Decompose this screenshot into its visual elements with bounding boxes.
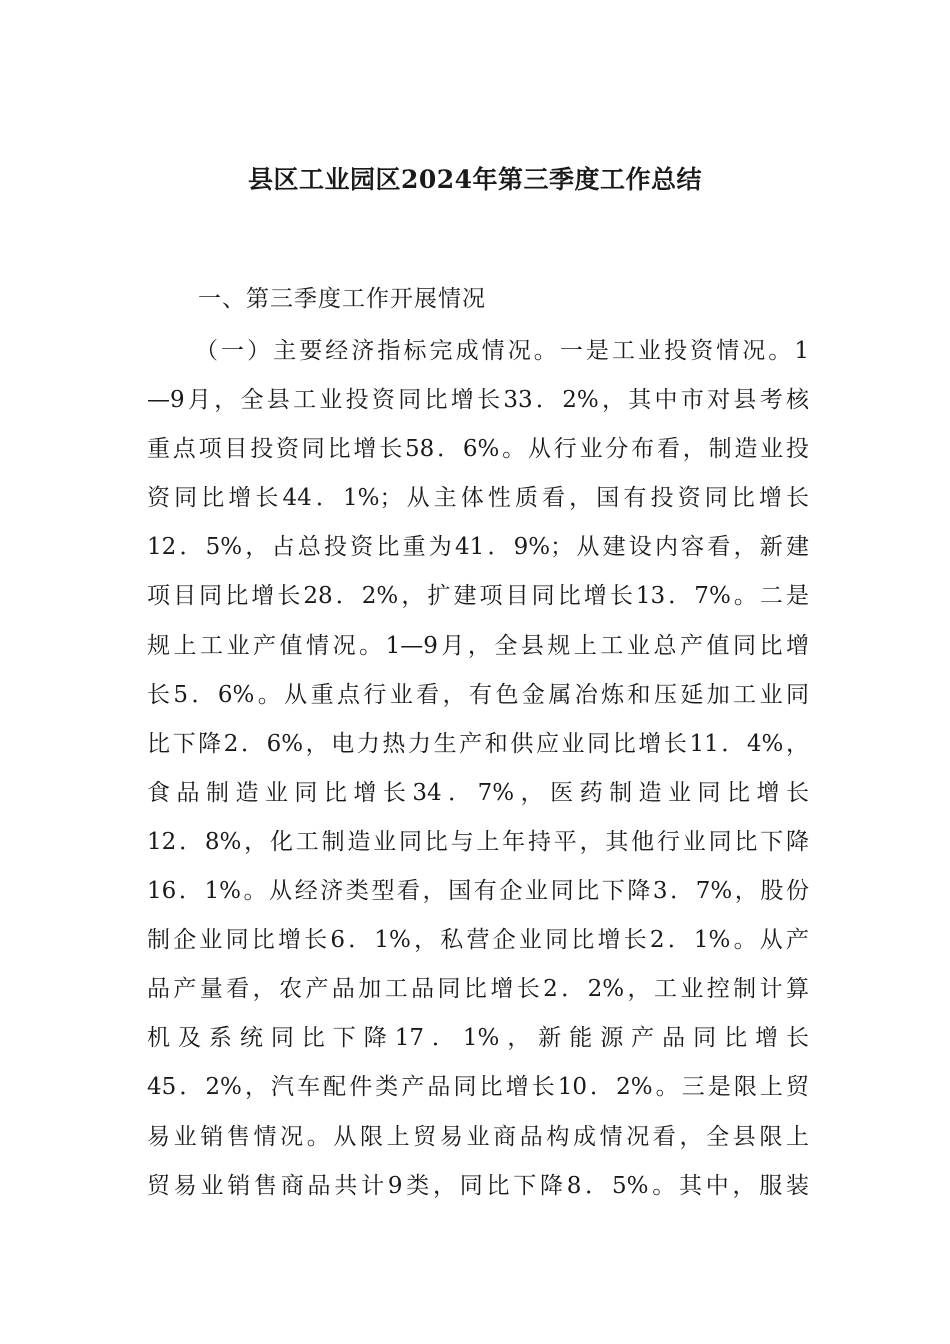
paragraph-line: 12．8%，化工制造业同比与上年持平，其他行业同比下降 <box>147 828 809 855</box>
paragraph-line: 品产量看，农产品加工品同比增长2．2%，工业控制计算 <box>147 976 809 1003</box>
body-paragraph <box>147 327 809 1211</box>
paragraph-line: —9月，全县工业投资同比增长33．2%，其中市对县考核 <box>147 387 809 414</box>
paragraph-line: 易业销售情况。从限上贸易业商品构成情况看，全县限上 <box>147 1123 809 1150</box>
paragraph-line: 食品制造业同比增长34．7%，医药制造业同比增长 <box>147 779 809 806</box>
section-heading: 一、第三季度工作开展情况 <box>198 286 486 312</box>
paragraph-line: 45．2%，汽车配件类产品同比增长10．2%。三是限上贸 <box>147 1074 809 1101</box>
paragraph-line: 12．5%，占总投资比重为41．9%；从建设内容看，新建 <box>147 534 809 561</box>
paragraph-line: （一）主要经济指标完成情况。一是工业投资情况。1 <box>195 338 809 364</box>
paragraph-line: 规上工业产值情况。1—9月，全县规上工业总产值同比增 <box>147 632 809 659</box>
paragraph-line: 项目同比增长28．2%，扩建项目同比增长13．7%。二是 <box>147 583 809 610</box>
paragraph-line: 贸易业销售商品共计9类，同比下降8．5%。其中，服装 <box>147 1172 809 1199</box>
paragraph-line: 制企业同比增长6．1%，私营企业同比增长2．1%。从产 <box>147 927 809 954</box>
paragraph-line: 16．1%。从经济类型看，国有企业同比下降3．7%，股份 <box>147 878 809 905</box>
paragraph-line: 重点项目投资同比增长58．6%。从行业分布看，制造业投 <box>147 436 809 463</box>
paragraph-line: 比下降2．6%，电力热力生产和供应业同比增长11．4%， <box>147 730 809 757</box>
paragraph-line: 机及系统同比下降17．1%，新能源产品同比增长 <box>147 1025 809 1052</box>
paragraph-line: 资同比增长44．1%；从主体性质看，国有投资同比增长 <box>147 485 809 512</box>
paragraph-line: 长5．6%。从重点行业看，有色金属冶炼和压延加工业同 <box>147 681 809 708</box>
document-title: 县区工业园区2024年第三季度工作总结 <box>247 165 703 194</box>
